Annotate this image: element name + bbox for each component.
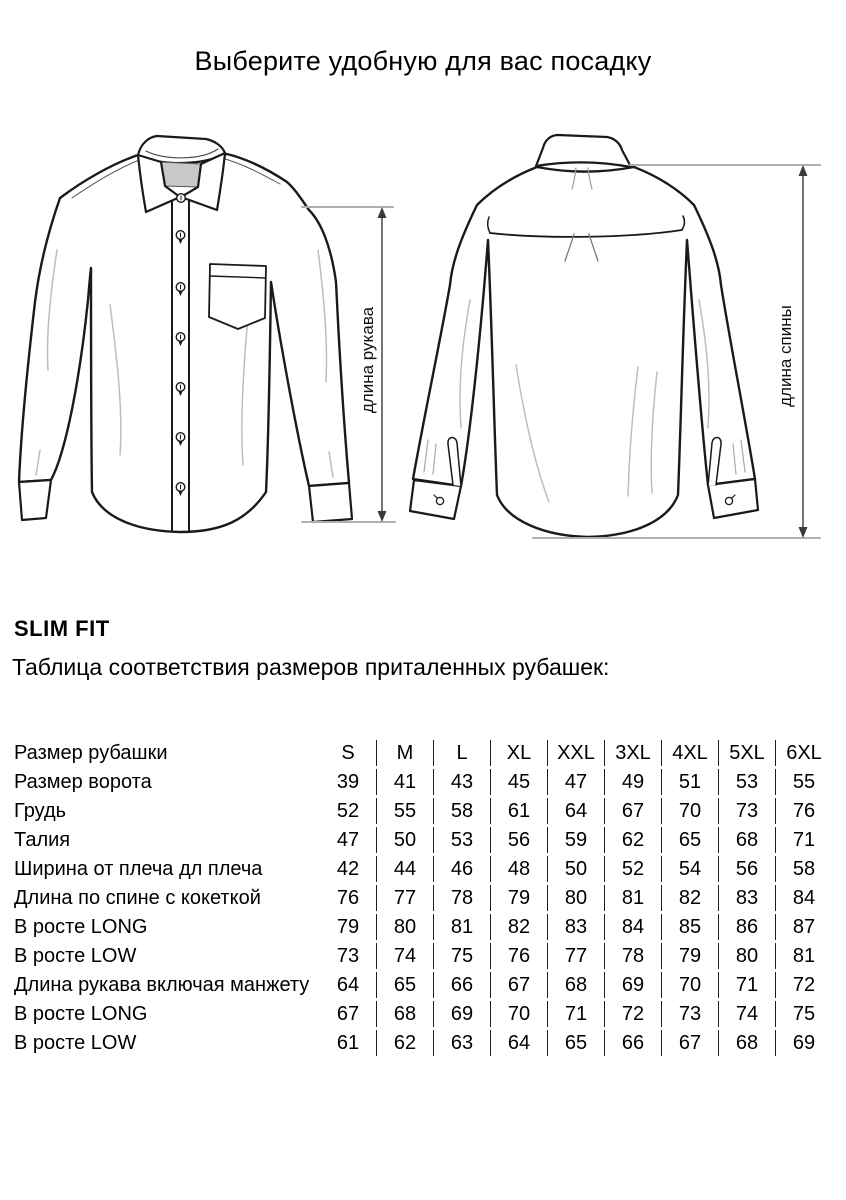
size-value: 84 — [604, 914, 661, 940]
front-left-cuff — [19, 480, 51, 520]
size-table-body — [14, 740, 832, 1056]
size-value: 74 — [718, 1001, 775, 1027]
table-row — [14, 856, 832, 882]
size-value: 66 — [604, 1030, 661, 1056]
size-value: 75 — [775, 1001, 832, 1027]
table-caption: Таблица соответствия размеров приталенных рубашек: — [12, 654, 610, 680]
back-length-label: длина спины — [776, 305, 795, 407]
size-value: 84 — [775, 885, 832, 911]
size-value: 67 — [604, 798, 661, 824]
size-value: 65 — [376, 972, 433, 998]
size-value: 79 — [336, 915, 360, 938]
size-value: 73 — [718, 798, 775, 824]
size-value: 47 — [336, 828, 360, 851]
size-value: 61 — [336, 1031, 360, 1054]
size-value: 78 — [604, 943, 661, 969]
back-collar — [536, 135, 631, 167]
size-value: 67 — [490, 972, 547, 998]
size-value: 53 — [718, 769, 775, 795]
shirt-front-illustration — [19, 136, 352, 532]
size-value: 65 — [661, 827, 718, 853]
size-value: 79 — [490, 885, 547, 911]
size-value: 45 — [490, 769, 547, 795]
size-value: 52 — [604, 856, 661, 882]
size-value: 68 — [718, 1030, 775, 1056]
table-row — [14, 740, 832, 766]
size-value: 81 — [775, 943, 832, 969]
row-label: Длина по спине с кокеткой — [14, 886, 261, 909]
size-value: 50 — [547, 856, 604, 882]
table-row — [14, 972, 832, 998]
size-value: 81 — [433, 914, 490, 940]
size-value: 78 — [433, 885, 490, 911]
size-value: 67 — [661, 1030, 718, 1056]
size-value: 64 — [336, 973, 360, 996]
table-row — [14, 769, 832, 795]
size-value: 70 — [490, 1001, 547, 1027]
size-value: 85 — [661, 914, 718, 940]
front-right-cuff — [309, 483, 352, 522]
size-value: 47 — [547, 769, 604, 795]
size-value: 39 — [336, 770, 360, 793]
size-value: 87 — [775, 914, 832, 940]
size-value: 56 — [718, 856, 775, 882]
size-value: 62 — [604, 827, 661, 853]
fit-heading: SLIM FIT — [14, 616, 110, 641]
size-value: 73 — [661, 1001, 718, 1027]
row-label: Ширина от плеча дл плеча — [14, 857, 263, 880]
size-value: 42 — [336, 857, 360, 880]
size-value: 82 — [661, 885, 718, 911]
size-value: M — [376, 740, 433, 766]
size-value: 67 — [336, 1002, 360, 1025]
table-row — [14, 827, 832, 853]
size-value: 75 — [433, 943, 490, 969]
size-value: 70 — [661, 798, 718, 824]
size-value: 58 — [433, 798, 490, 824]
size-value: 81 — [604, 885, 661, 911]
size-value: 54 — [661, 856, 718, 882]
table-row — [14, 943, 832, 969]
shirts-illustration — [0, 130, 846, 585]
size-value: 76 — [336, 886, 360, 909]
size-value: 66 — [433, 972, 490, 998]
row-label: В росте LOW — [14, 944, 137, 967]
size-value: 74 — [376, 943, 433, 969]
size-value: 48 — [490, 856, 547, 882]
size-value: 44 — [376, 856, 433, 882]
size-value: 80 — [718, 943, 775, 969]
size-value: L — [433, 740, 490, 766]
row-label: В росте LONG — [14, 1002, 148, 1025]
size-value: 68 — [376, 1001, 433, 1027]
size-value: 71 — [547, 1001, 604, 1027]
size-value: 69 — [775, 1030, 832, 1056]
table-row — [14, 1030, 832, 1056]
row-label: В росте LONG — [14, 915, 148, 938]
size-value: 55 — [775, 769, 832, 795]
size-value: 68 — [718, 827, 775, 853]
size-value: 83 — [547, 914, 604, 940]
size-value: 55 — [376, 798, 433, 824]
size-value: 71 — [775, 827, 832, 853]
size-value: 51 — [661, 769, 718, 795]
size-value: 61 — [490, 798, 547, 824]
page-title: Выберите удобную для вас посадку — [194, 46, 652, 76]
size-value: 80 — [547, 885, 604, 911]
size-value: 73 — [336, 944, 360, 967]
row-label: Талия — [14, 828, 71, 851]
sleeve-length-label: длина рукава — [358, 306, 377, 414]
size-value: 69 — [604, 972, 661, 998]
size-value: 41 — [376, 769, 433, 795]
size-value: 70 — [661, 972, 718, 998]
size-value: 56 — [490, 827, 547, 853]
size-value: 76 — [775, 798, 832, 824]
size-value: 64 — [547, 798, 604, 824]
row-label: В росте LOW — [14, 1031, 137, 1054]
table-row — [14, 798, 832, 824]
size-value: 77 — [376, 885, 433, 911]
size-value: 59 — [547, 827, 604, 853]
row-label: Грудь — [14, 799, 67, 822]
size-value: 62 — [376, 1030, 433, 1056]
size-value: 69 — [433, 1001, 490, 1027]
size-value: 5XL — [718, 740, 775, 766]
row-label: Размер рубашки — [14, 741, 168, 764]
shirt-back-illustration — [410, 135, 758, 537]
row-label: Длина рукава включая манжету — [14, 973, 310, 996]
size-value: 43 — [433, 769, 490, 795]
size-value: 50 — [376, 827, 433, 853]
size-value: 82 — [490, 914, 547, 940]
table-row — [14, 914, 832, 940]
size-value: XL — [490, 740, 547, 766]
size-value: 4XL — [661, 740, 718, 766]
size-value: 63 — [433, 1030, 490, 1056]
size-value: 53 — [433, 827, 490, 853]
size-value: 6XL — [775, 740, 832, 766]
size-value: 79 — [661, 943, 718, 969]
size-value: 86 — [718, 914, 775, 940]
table-row — [14, 885, 832, 911]
chest-pocket — [209, 264, 266, 329]
size-value: 3XL — [604, 740, 661, 766]
size-value: 83 — [718, 885, 775, 911]
size-value: 49 — [604, 769, 661, 795]
front-collar — [138, 136, 225, 212]
back-left-cuff — [410, 480, 461, 519]
size-table — [14, 737, 832, 1059]
size-value: 77 — [547, 943, 604, 969]
size-value: XXL — [547, 740, 604, 766]
table-row — [14, 1001, 832, 1027]
row-label: Размер ворота — [14, 770, 152, 793]
size-value: 72 — [604, 1001, 661, 1027]
size-value: 80 — [376, 914, 433, 940]
size-value: 68 — [547, 972, 604, 998]
size-value: 71 — [718, 972, 775, 998]
size-value: 52 — [336, 799, 360, 822]
size-value: S — [341, 741, 355, 764]
size-value: 46 — [433, 856, 490, 882]
size-value: 76 — [490, 943, 547, 969]
size-value: 58 — [775, 856, 832, 882]
size-value: 72 — [775, 972, 832, 998]
size-value: 65 — [547, 1030, 604, 1056]
size-value: 64 — [490, 1030, 547, 1056]
